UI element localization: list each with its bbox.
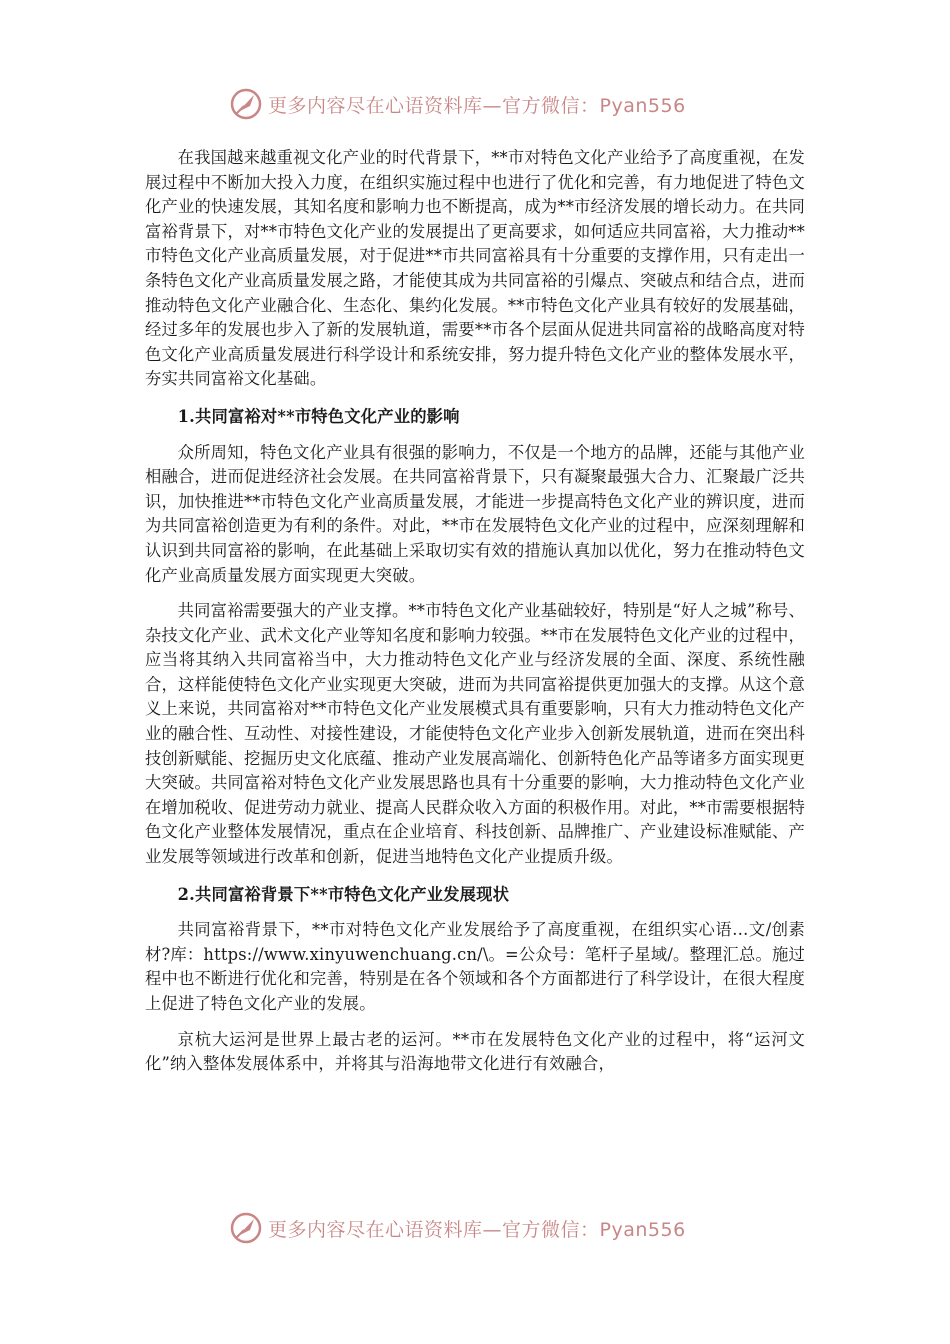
paragraph-2: 众所周知，特色文化产业具有很强的影响力，不仅是一个地方的品牌，还能与其他产业相融合，进而促进经济社会发展。在共同富裕背景下，只有凝聚最强大合力、汇聚最广泛共识，加快推进**市特色文化产业高质量发展，才能进一步提高特色文化产业的辨识度，进而为共同富裕创造更为有利的条件。对此，**市在发展特色文化产业的过程中，应深刻理解和认识到共同富裕的影响，在此基础上采取切实有效的措施认真加以优化，努力在推动特色文化产业高质量发展方面实现更大突破。 bbox=[145, 442, 805, 585]
paragraph-5: 京杭大运河是世界上最古老的运河。**市在发展特色文化产业的过程中，将“运河文化”纳入整体发展体系中，并将其与沿海地带文化进行有效融合， bbox=[145, 1029, 805, 1074]
header-banner bbox=[228, 84, 728, 124]
quill-logo-icon bbox=[228, 1210, 264, 1246]
paragraph-intro: 在我国越来越重视文化产业的时代背景下，**市对特色文化产业给予了高度重视，在发展过程中不断加大投入力度，在组织实施过程中也进行了优化和完善，有力地促进了特色文化产业的快速发展，其知名度和影响力也不断提高，成为**市经济发展的增长动力。在共同富裕背景下，对**市特色文化产业的发展提出了更高要求，如何适应共同富裕，大力推动**市特色文化产业高质量发展，对于促进**市共同富裕具有十分重要的支撑作用，只有走出一条特色文化产业高质量发展之路，才能使其成为共同富裕的引爆点、突破点和结合点，进而推动特色文化产业融合化、生态化、集约化发展。**市特色文化产业具有较好的发展基础，经过多年的发展也步入了新的发展轨道，需要**市各个层面从促进共同富裕的战略高度对特色文化产业高质量发展进行科学设计和系统安排，努力提升特色文化产业的整体发展水平，夯实共同富裕文化基础。 bbox=[145, 148, 805, 389]
header-banner-text: 更多内容尽在心语资料库—官方微信：Pyan556 bbox=[268, 94, 686, 117]
paragraph-4: 共同富裕背景下，**市对特色文化产业发展给予了高度重视，在组织实心语…文/创素材?库：https://www.xinyuwenchuang.cn/\。=公众号：笔杆子星域/。整理汇总。施过程中也不断进行优化和完善，特别是在各个领域和各个方面都进行了科学设计，在很大程度上促进了特色文化产业的发展。 bbox=[145, 920, 805, 1013]
document-body bbox=[145, 146, 805, 1077]
footer-banner bbox=[228, 1208, 728, 1248]
quill-logo-icon bbox=[228, 86, 264, 122]
section-heading-2: 2.共同富裕背景下**市特色文化产业发展现状 bbox=[177, 884, 510, 904]
paragraph-3: 共同富裕需要强大的产业支撑。**市特色文化产业基础较好，特别是“好人之城”称号、杂技文化产业、武术文化产业等知名度和影响力较强。**市在发展特色文化产业的过程中，应当将其纳入共同富裕当中，大力推动特色文化产业与经济发展的全面、深度、系统性融合，这样能使特色文化产业实现更大突破，进而为共同富裕提供更加强大的支撑。从这个意义上来说，共同富裕对**市特色文化产业发展模式具有重要影响，只有大力推动特色文化产业的融合性、互动性、对接性建设，才能使特色文化产业步入创新发展轨道，进而在突出科技创新赋能、挖掘历史文化底蕴、推动产业发展高端化、创新特色化产品等诸多方面实现更大突破。共同富裕对特色文化产业发展思路也具有十分重要的影响，大力推动特色文化产业在增加税收、促进劳动力就业、提高人民群众收入方面的积极作用。对此，**市需要根据特色文化产业整体发展情况，重点在企业培育、科技创新、品牌推广、产业建设标准赋能、产业发展等领域进行改革和创新，促进当地特色文化产业提质升级。 bbox=[145, 601, 805, 867]
footer-banner-text: 更多内容尽在心语资料库—官方微信：Pyan556 bbox=[268, 1218, 686, 1241]
section-heading-1: 1.共同富裕对**市特色文化产业的影响 bbox=[177, 406, 460, 426]
